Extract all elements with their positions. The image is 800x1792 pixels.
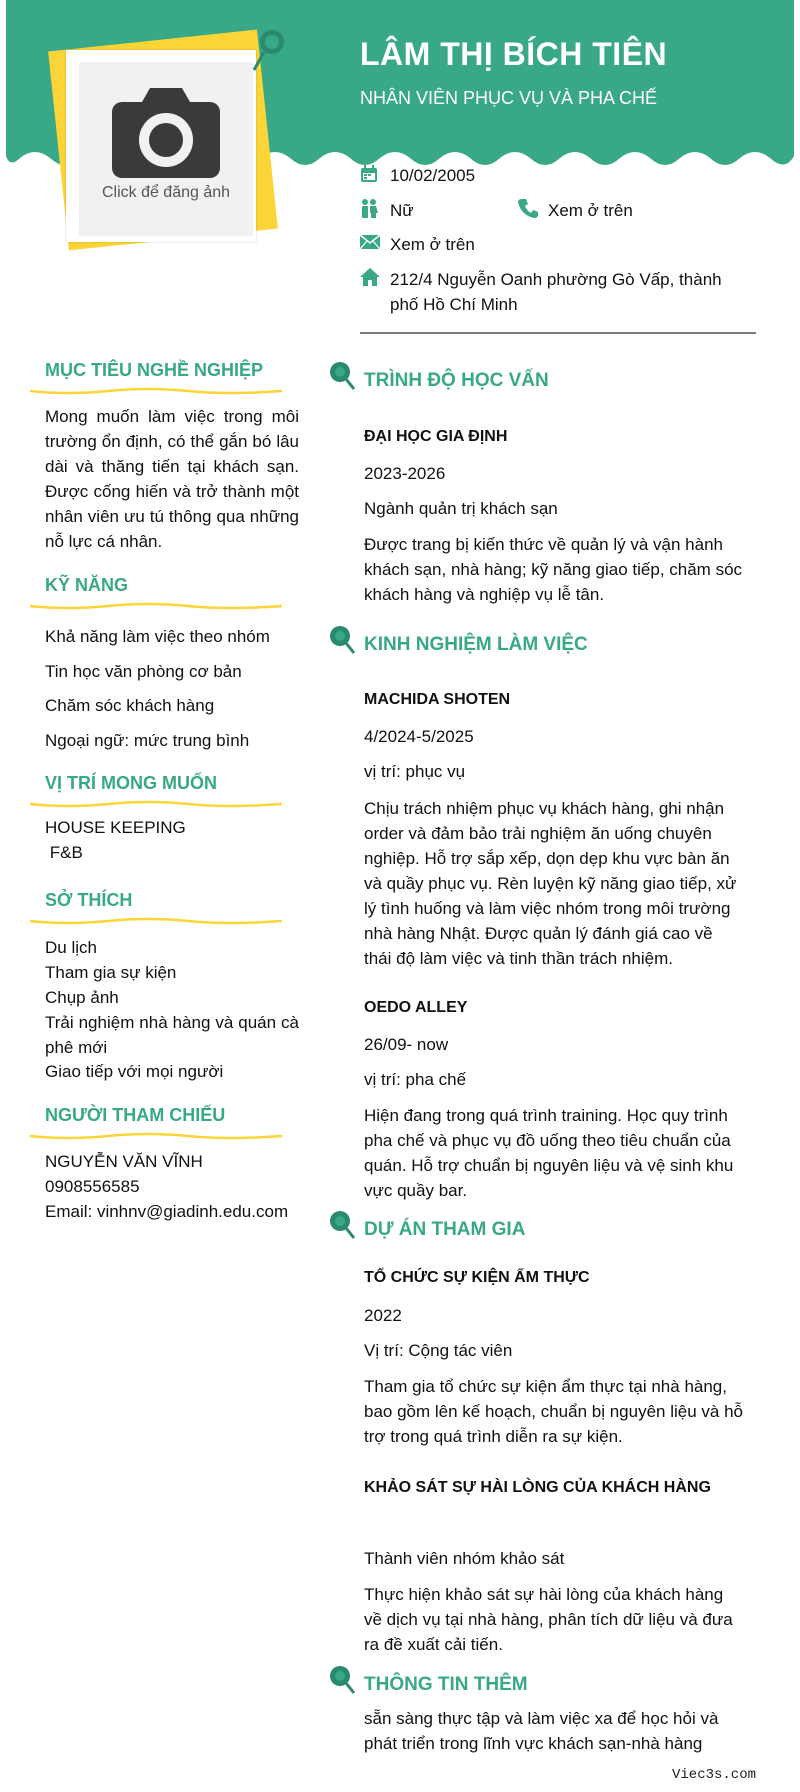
skill-item: Tin học văn phòng cơ bản xyxy=(45,662,242,681)
hobby-item: Chụp ảnh xyxy=(45,988,119,1007)
job-description: Hiện đang trong quá trình training. Học quy trình pha chế và phục vụ đồ uống theo tiêu chuẩn của quán. Hỗ trợ chuẩn bị nguyên liệu và vệ sinh khu vực quầy bar. xyxy=(364,1106,734,1200)
position-item: HOUSE KEEPING xyxy=(45,818,186,837)
education-period: 2023-2026 xyxy=(364,464,446,483)
pin-icon xyxy=(328,625,356,655)
job-position: vị trí: phục vụ xyxy=(364,762,466,781)
pin-icon xyxy=(328,1665,356,1695)
phone: Xem ở trên xyxy=(548,201,633,220)
hobby-item: Tham gia sự kiện xyxy=(45,963,177,982)
education-major: Ngành quản trị khách sạn xyxy=(364,499,558,518)
pin-icon xyxy=(328,361,356,391)
reference-email: Email: vinhnv@giadinh.edu.com xyxy=(45,1202,289,1221)
skill-item: Khả năng làm việc theo nhóm xyxy=(45,627,270,646)
company-name: MACHIDA SHOTEN xyxy=(364,691,511,708)
hobbies-heading: SỞ THÍCH xyxy=(45,890,133,910)
project-description: Thực hiện khảo sát sự hài lòng của khách hàng về dịch vụ tại nhà hàng, phân tích dữ liệu và đưa ra đề xuất cải tiến. xyxy=(364,1585,733,1654)
experience-heading: KINH NGHIỆM LÀM VIỆC xyxy=(364,634,588,655)
project-title: TỔ CHỨC SỰ KIỆN ẨM THỰC xyxy=(364,1269,590,1286)
school-name: ĐẠI HỌC GIA ĐỊNH xyxy=(364,428,508,445)
hobby-item: Du lịch xyxy=(45,938,97,957)
project-year: 2022 xyxy=(364,1306,402,1325)
email: Xem ở trên xyxy=(390,235,475,254)
job-period: 26/09- now xyxy=(364,1035,449,1054)
info-divider xyxy=(360,332,756,334)
hobby-item: Trải nghiệm nhà hàng và quán cà phê mới xyxy=(45,1013,299,1057)
education-heading: TRÌNH ĐỘ HỌC VẤN xyxy=(364,370,549,391)
hobbies-underline xyxy=(28,916,284,926)
additional-heading: THÔNG TIN THÊM xyxy=(364,1674,528,1695)
company-name: OEDO ALLEY xyxy=(364,999,468,1016)
project-role: Vị trí: Cộng tác viên xyxy=(364,1341,513,1360)
dob: 10/02/2005 xyxy=(390,166,476,185)
projects-heading: DỰ ÁN THAM GIA xyxy=(364,1219,526,1240)
position-item: F&B xyxy=(45,843,83,862)
skill-item: Ngoại ngữ: mức trung bình xyxy=(45,731,250,750)
education-description: Được trang bị kiến thức về quản lý và vận hành khách sạn, nhà hàng; kỹ năng giao tiếp, chăm sóc khách hàng và nghiệp vụ lễ tân. xyxy=(364,535,743,604)
objective-underline xyxy=(28,386,284,396)
desired-position-underline xyxy=(28,799,284,809)
gender-icon xyxy=(360,199,378,219)
home-icon xyxy=(360,268,380,286)
job-title: NHÂN VIÊN PHỤC VỤ VÀ PHA CHẾ xyxy=(360,88,658,108)
project-title: KHẢO SÁT SỰ HÀI LÒNG CỦA KHÁCH HÀNG xyxy=(364,1479,711,1496)
gender: Nữ xyxy=(390,201,414,220)
references-underline xyxy=(28,1131,284,1141)
job-description: Chịu trách nhiệm phục vụ khách hàng, ghi nhận order và đảm bảo trải nghiệm ăn uống chuyên nghiệp. Hỗ trợ sắp xếp, dọn dẹp khu vực bàn ăn và quầy phục vụ. Rèn luyện kỹ năng giao tiếp, xử lý tình huống và làm việc nhóm trong môi trường nhà hàng Nhật. Được quản lý đánh giá cao về thái độ làm việc và tinh thần trách nhiệm. xyxy=(364,799,737,968)
objective-heading: MỤC TIÊU NGHỀ NGHIỆP xyxy=(45,360,264,380)
watermark[interactable]: Viec3s.com xyxy=(672,1767,757,1783)
additional-text: sẵn sàng thực tập và làm việc xa để học hỏi và phát triển trong lĩnh vực khách sạn-nhà hàng xyxy=(364,1709,719,1753)
project-role: Thành viên nhóm khảo sát xyxy=(364,1549,565,1568)
reference-phone: 0908556585 xyxy=(45,1177,140,1196)
camera-icon xyxy=(112,88,220,180)
pin-icon xyxy=(328,1210,356,1240)
calendar-icon xyxy=(360,165,378,183)
reference-name: NGUYỄN VĂN VĨNH xyxy=(45,1152,203,1171)
skills-underline xyxy=(28,601,284,611)
desired-position-heading: VỊ TRÍ MONG MUỐN xyxy=(45,773,217,793)
project-description: Tham gia tổ chức sự kiện ẩm thực tại nhà hàng, bao gồm lên kế hoạch, chuẩn bị nguyên liệu và hỗ trợ trong quá trình diễn ra sự kiện. xyxy=(364,1377,743,1446)
job-position: vị trí: pha chế xyxy=(364,1070,467,1089)
references-heading: NGƯỜI THAM CHIẾU xyxy=(45,1105,226,1125)
address: 212/4 Nguyễn Oanh phường Gò Vấp, thành phố Hồ Chí Minh xyxy=(390,270,722,314)
skills-heading: KỸ NĂNG xyxy=(45,575,129,595)
hobby-item: Giao tiếp với mọi người xyxy=(45,1062,224,1081)
phone-icon xyxy=(518,198,538,218)
job-period: 4/2024-5/2025 xyxy=(364,727,474,746)
email-icon xyxy=(360,235,380,249)
candidate-name: LÂM THỊ BÍCH TIÊN xyxy=(360,36,668,72)
pin-icon xyxy=(248,26,290,74)
skill-item: Chăm sóc khách hàng xyxy=(45,696,215,715)
objective-text: Mong muốn làm việc trong môi trường ổn định, có thể gắn bó lâu dài và thăng tiến tại khách sạn. Được cống hiến và trở thành một nhân viên ưu tú thông qua những nỗ lực cá nhân. xyxy=(45,407,299,551)
photo-caption[interactable]: Click để đăng ảnh xyxy=(101,184,231,201)
